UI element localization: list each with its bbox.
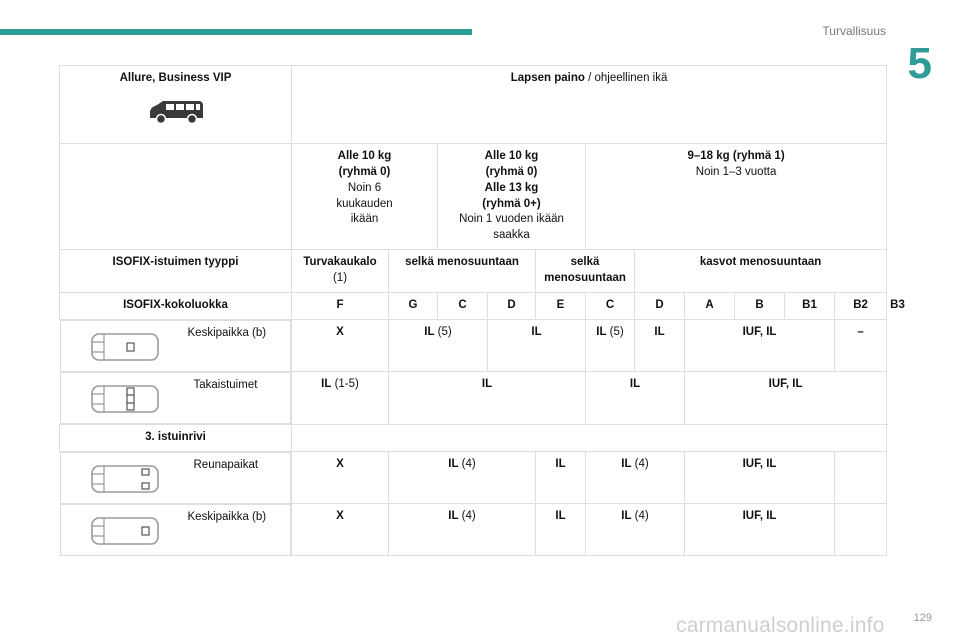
class-cell: E (536, 292, 586, 319)
group0-age-1: Noin 6 (347, 181, 382, 194)
rear-facing-label: selkä menosuuntaan (389, 250, 536, 293)
cell-value: – (835, 319, 887, 372)
group0plus-weight-1: Alle 10 kg (484, 150, 539, 162)
model-header-cell (60, 66, 292, 144)
class-cell: C (438, 292, 488, 319)
class-cell: D (488, 292, 536, 319)
group0plus-cell (438, 144, 586, 250)
empty-cell (60, 144, 292, 250)
group0plus-age-1: Noin 1 vuoden ikään (459, 213, 564, 226)
rear-facing-2-cell (536, 250, 635, 293)
group0plus-name-1: (ryhmä 0) (485, 165, 538, 178)
empty-cell (292, 424, 887, 451)
group0-age-2: kuukauden (336, 197, 393, 210)
row-center-seat (60, 320, 292, 372)
cell-value: IUF, IL (685, 504, 835, 556)
class-cell: B1 (785, 292, 835, 319)
isofix-type-label: ISOFIX-istuimen tyyppi (60, 250, 292, 293)
group0-age-3: ikään (350, 213, 379, 226)
cell-value: IL (1-5) (292, 372, 389, 425)
row-row3-outer (60, 452, 292, 504)
cell-value: IL (536, 451, 586, 504)
class-cell: B (735, 292, 785, 319)
cell-value: IUF, IL (685, 319, 835, 372)
rear-facing-2-line2: menosuuntaan (544, 272, 626, 285)
isofix-table: Allure, Business VIP Lapsen paino / ohjeellinen ikä Alle 10 kg (ryhmä 0) Noin 6 kuukauden ikään Alle 10 kg (ryhmä 0) Alle 13 kg (ryhmä 0+) Noin 1 vuoden ikään saakka 9–18 kg (ryhmä 1) Noin 1–3 vuotta ISOFIX-istuimen tyyppi Turvakaukalo (1) selkä menosuuntaan selkä menosuuntaan kasvot menosuuntaan ISOFIX-kokoluokka F G C D E C D A B B1 B2 B3 Keskipaikka (b) X IL (5) IL IL (5) IL IUF, IL – Takaistuimet IL (1-5) IL IL IUF, IL 3. istuinrivi Reunapaikat X IL (4) IL IL (4) IUF, IL Keskipaikka (b) X IL (4) IL IL (4) IUF, IL (59, 65, 887, 556)
group0plus-age-2: saakka (493, 229, 530, 242)
cell-value: IL (389, 372, 586, 425)
row-label: Keskipaikka (b) (187, 326, 267, 339)
weight-header-bold: Lapsen paino (510, 72, 585, 84)
cell-value: IL (586, 372, 685, 425)
cell-value: IL (5) (389, 319, 488, 372)
class-cell: F (292, 292, 389, 319)
seat-center-icon (90, 328, 162, 366)
cell-value: X (292, 451, 389, 504)
isofix-class-label: ISOFIX-kokoluokka (60, 292, 292, 319)
watermark: carmanualsonline.info (676, 614, 885, 637)
cell-value: IL (635, 319, 685, 372)
group0-weight: Alle 10 kg (337, 150, 392, 162)
model-label: Allure, Business VIP (119, 72, 232, 84)
group1-age: Noin 1–3 vuotta (695, 165, 777, 178)
cell-value: IL (5) (586, 319, 635, 372)
seat-rear-bench-icon (90, 380, 162, 418)
cell-value: IL (4) (389, 451, 536, 504)
group0plus-name-2: (ryhmä 0+) (482, 197, 541, 210)
empty-cell (835, 504, 887, 556)
weight-header-cell (292, 66, 887, 144)
carrycot-cell (292, 250, 389, 293)
group1-weight: 9–18 kg (ryhmä 1) (687, 150, 785, 162)
class-cell: C (586, 292, 635, 319)
page-number: 129 (913, 612, 932, 624)
seat-row3-center-icon (90, 512, 162, 550)
chapter-number: 5 (907, 39, 932, 88)
carrycot-label: Turvakaukalo (303, 256, 377, 269)
group0-cell (292, 144, 438, 250)
cell-value: IL (536, 504, 586, 556)
cell-value: X (292, 504, 389, 556)
cell-value: IL (4) (586, 504, 685, 556)
class-cell: G (389, 292, 438, 319)
group1-cell (586, 144, 887, 250)
weight-header-rest: / ohjeellinen ikä (584, 72, 668, 84)
row-label: Takaistuimet (193, 378, 258, 391)
group0plus-weight-2: Alle 13 kg (484, 181, 539, 194)
group0-name: (ryhmä 0) (338, 165, 391, 178)
class-cell: A (685, 292, 735, 319)
row3-header: 3. istuinrivi (60, 424, 292, 451)
cell-value: IUF, IL (685, 372, 887, 425)
empty-cell (835, 451, 887, 504)
cell-value: IUF, IL (685, 451, 835, 504)
cell-value: X (292, 319, 389, 372)
row-rear-seats (60, 372, 292, 424)
forward-facing-label: kasvot menosuuntaan (635, 250, 887, 293)
cell-value: IL (4) (389, 504, 536, 556)
row-label: Reunapaikat (193, 458, 259, 471)
car-side-icon (147, 99, 205, 125)
seat-row3-outer-icon (90, 460, 162, 498)
cell-value: IL (488, 319, 586, 372)
section-title: Turvallisuus (822, 24, 886, 38)
cell-value: IL (4) (586, 451, 685, 504)
row-row3-center (60, 504, 292, 556)
carrycot-note: (1) (332, 272, 348, 285)
rear-facing-2-line1: selkä (570, 256, 600, 269)
class-cell: B2 (835, 292, 887, 319)
header-accent-bar (0, 29, 472, 35)
row-label: Keskipaikka (b) (187, 510, 267, 523)
class-cell: D (635, 292, 685, 319)
